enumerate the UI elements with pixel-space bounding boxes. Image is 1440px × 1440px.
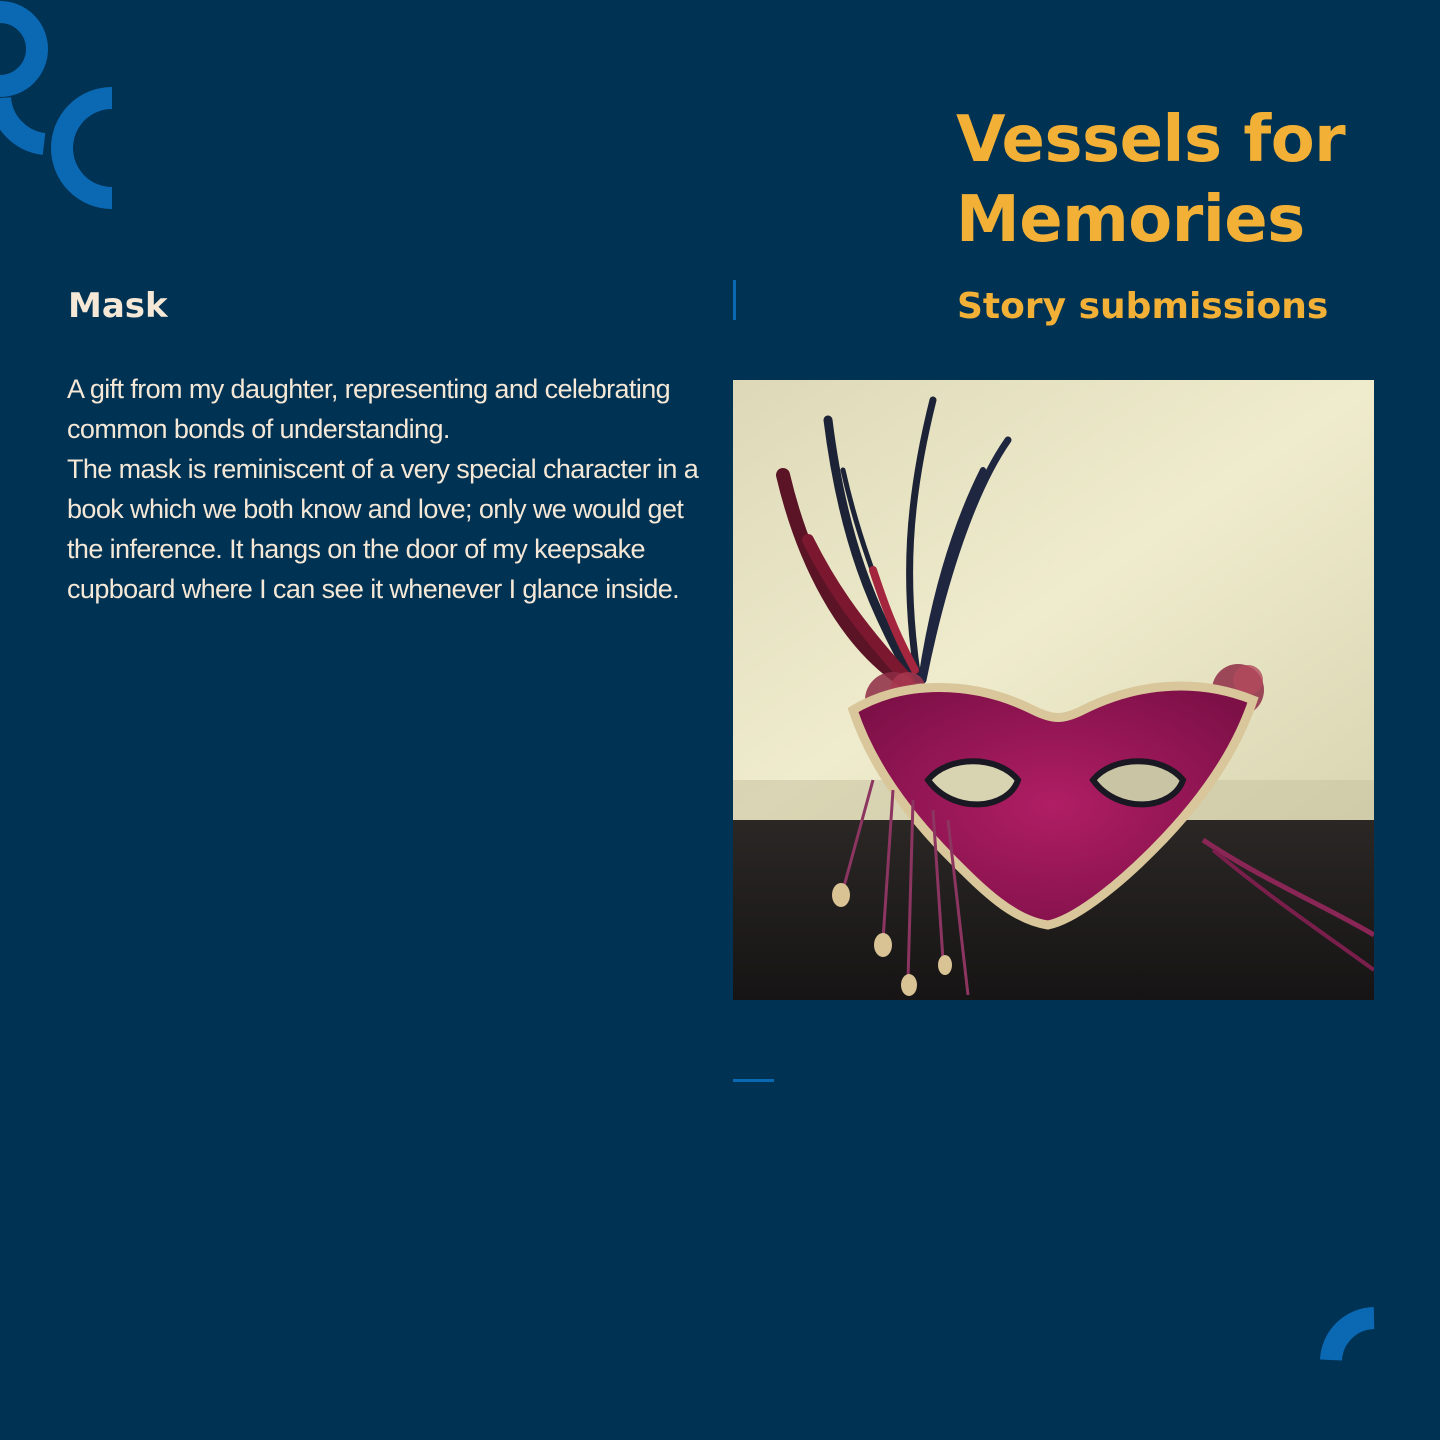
story-paragraph: A gift from my daughter, representing and celebrating common bonds of understanding. — [67, 374, 671, 444]
logo-mark-icon — [0, 0, 130, 210]
story-paragraph: The mask is reminiscent of a very special character in a book which we both know and love; only we would get the inference. It hangs on the door of my keepsake cupboard where I can see it whenever I glance inside. — [67, 454, 699, 604]
story-title: Mask — [68, 286, 168, 326]
page-subtitle: Story submissions — [957, 286, 1329, 327]
corner-arc-icon — [1318, 1306, 1378, 1366]
story-text — [67, 369, 717, 609]
divider-horizontal — [733, 1079, 774, 1082]
mask-photo — [733, 380, 1374, 1000]
page-title: Vessels for Memories — [956, 103, 1346, 257]
divider-vertical — [733, 280, 736, 320]
